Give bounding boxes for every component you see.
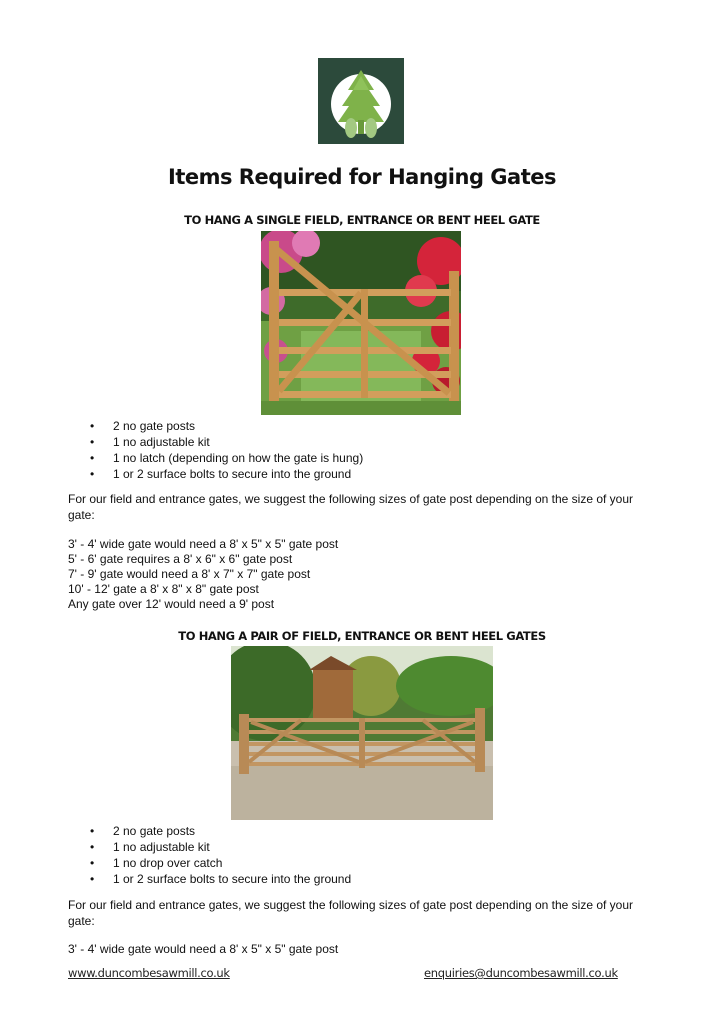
pair-gates-sizes [68,942,338,957]
pair-gates-heading: TO HANG A PAIR OF FIELD, ENTRANCE OR BENT HEEL GATES [178,629,546,643]
list-item: • 1 or 2 surface bolts to secure into the ground [90,871,351,887]
size-line: 5' - 6' gate requires a 8' x 6" x 6" gate post [68,552,293,566]
single-gate-sizes [68,537,338,612]
single-gate-intro: For our field and entrance gates, we suggest the following sizes of gate post depending on the size of your gate: [68,492,634,522]
single-gate-items-list [90,418,363,482]
list-item: • 1 no latch (depending on how the gate is hung) [90,450,363,466]
pair-gates-intro: For our field and entrance gates, we suggest the following sizes of gate post depending on the size of your gate: [68,898,634,928]
single-gate-photo [261,231,461,415]
list-item: • 1 no drop over catch [90,855,351,871]
size-line: 7' - 9' gate would need a 8' x 7" x 7" gate post [68,567,311,581]
list-item: • 2 no gate posts [90,418,363,434]
page-title: Items Required for Hanging Gates [168,165,556,189]
single-gate-heading: TO HANG A SINGLE FIELD, ENTRANCE OR BENT HEEL GATE [184,213,540,227]
size-line: Any gate over 12' would need a 9' post [68,597,275,611]
list-item: • 1 no adjustable kit [90,839,351,855]
logo [318,58,404,144]
size-line: 3' - 4' wide gate would need a 8' x 5" x 5" gate post [68,942,339,956]
website-link[interactable]: www.duncombesawmill.co.uk [68,966,230,980]
size-line: 3' - 4' wide gate would need a 8' x 5" x 5" gate post [68,537,339,551]
pair-gates-items-list [90,823,351,887]
email-link[interactable]: enquiries@duncombesawmill.co.uk [424,966,618,980]
size-line: 10' - 12' gate a 8' x 8" x 8" gate post [68,582,259,596]
list-item: • 2 no gate posts [90,823,351,839]
tree-logo-icon [318,58,404,144]
list-item: • 1 no adjustable kit [90,434,363,450]
pair-gates-photo [231,646,493,820]
list-item: • 1 or 2 surface bolts to secure into the ground [90,466,363,482]
